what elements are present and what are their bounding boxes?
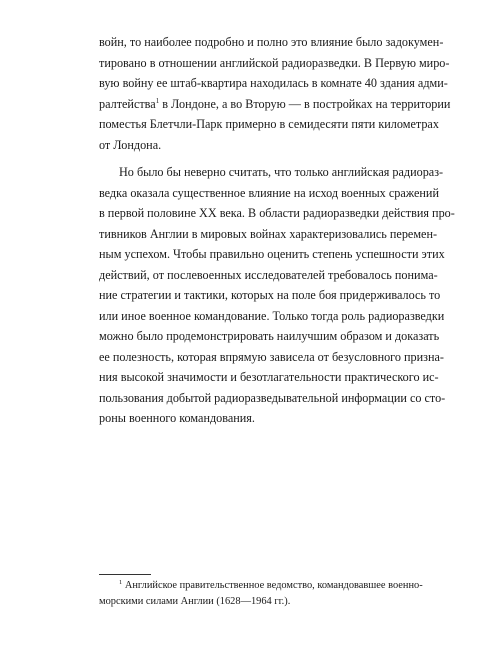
footnote (99, 578, 423, 610)
paragraph-1-line-4 (99, 94, 451, 115)
paragraph-2-line-11: ния высокой значимости и безотлагательности практического ис- (99, 370, 439, 384)
paragraph-2-line-5: ным успехом. Чтобы правильно оценить степень успешности этих (99, 247, 445, 261)
paragraph-gap (99, 155, 387, 162)
paragraph-2-line-10: ее полезность, которая впрямую зависела от безусловного призна- (99, 349, 444, 364)
paragraph-1-line-4-start: ралтейства (99, 96, 156, 111)
paragraph-2-line-13: роны военного командования. (99, 411, 255, 425)
paragraph-2-line-7: ние стратегии и тактики, которых на поле боя придерживалось то (99, 288, 441, 302)
paragraph-1-line-3: вую войну ее штаб-квартира находилась в комнате 40 здания адми- (99, 76, 448, 90)
paragraph-2-line-8: или иное военное командование. Только тогда роль радиоразведки (99, 308, 445, 323)
footnote-line-1-text: Английское правительственное ведомство, командовавшее военно- (122, 580, 423, 591)
paragraph-2-line-6: действий, от послевоенных исследователей требовалось понима- (99, 267, 438, 282)
paragraph-1-line-2: тировано в отношении английской радиоразведки. В Первую миро- (99, 55, 450, 70)
paragraph-2-line-9: можно было продемонстрировать наилучшим образом и доказать (99, 329, 440, 343)
paragraph-1-line-1: войн, то наиболее подробно и полно это влияние было задокумен- (99, 35, 444, 49)
paragraph-1-line-5: поместья Блетчли-Парк примерно в семидесяти пяти километрах (99, 117, 439, 131)
body-text (99, 32, 455, 429)
paragraph-1-line-4-end: в Лондоне, а во Вторую — в постройках на территории (159, 96, 451, 111)
footnote-separator (99, 574, 151, 575)
footnote-line-1 (99, 578, 423, 594)
paragraph-2-line-4: тивников Англии в мировых войнах характеризовались перемен- (99, 226, 438, 241)
footnote-reference: 1 (155, 96, 160, 105)
paragraph-2-line-1: Но было бы неверно считать, что только английская радиораз- (119, 165, 444, 179)
paragraph-1-line-6: от Лондона. (99, 137, 162, 152)
footnote-line-2: морскими силами Англии (1628—1964 гг.). (99, 596, 291, 607)
paragraph-2-line-12: пользования добытой радиоразведывательной информации со сто- (99, 390, 446, 405)
paragraph-2-line-2: ведка оказала существенное влияние на исход военных сражений (99, 185, 439, 200)
footnote-number: 1 (119, 579, 123, 586)
paragraph-2-line-3: в первой половине XX века. В области радиоразведки действия про- (99, 206, 455, 220)
